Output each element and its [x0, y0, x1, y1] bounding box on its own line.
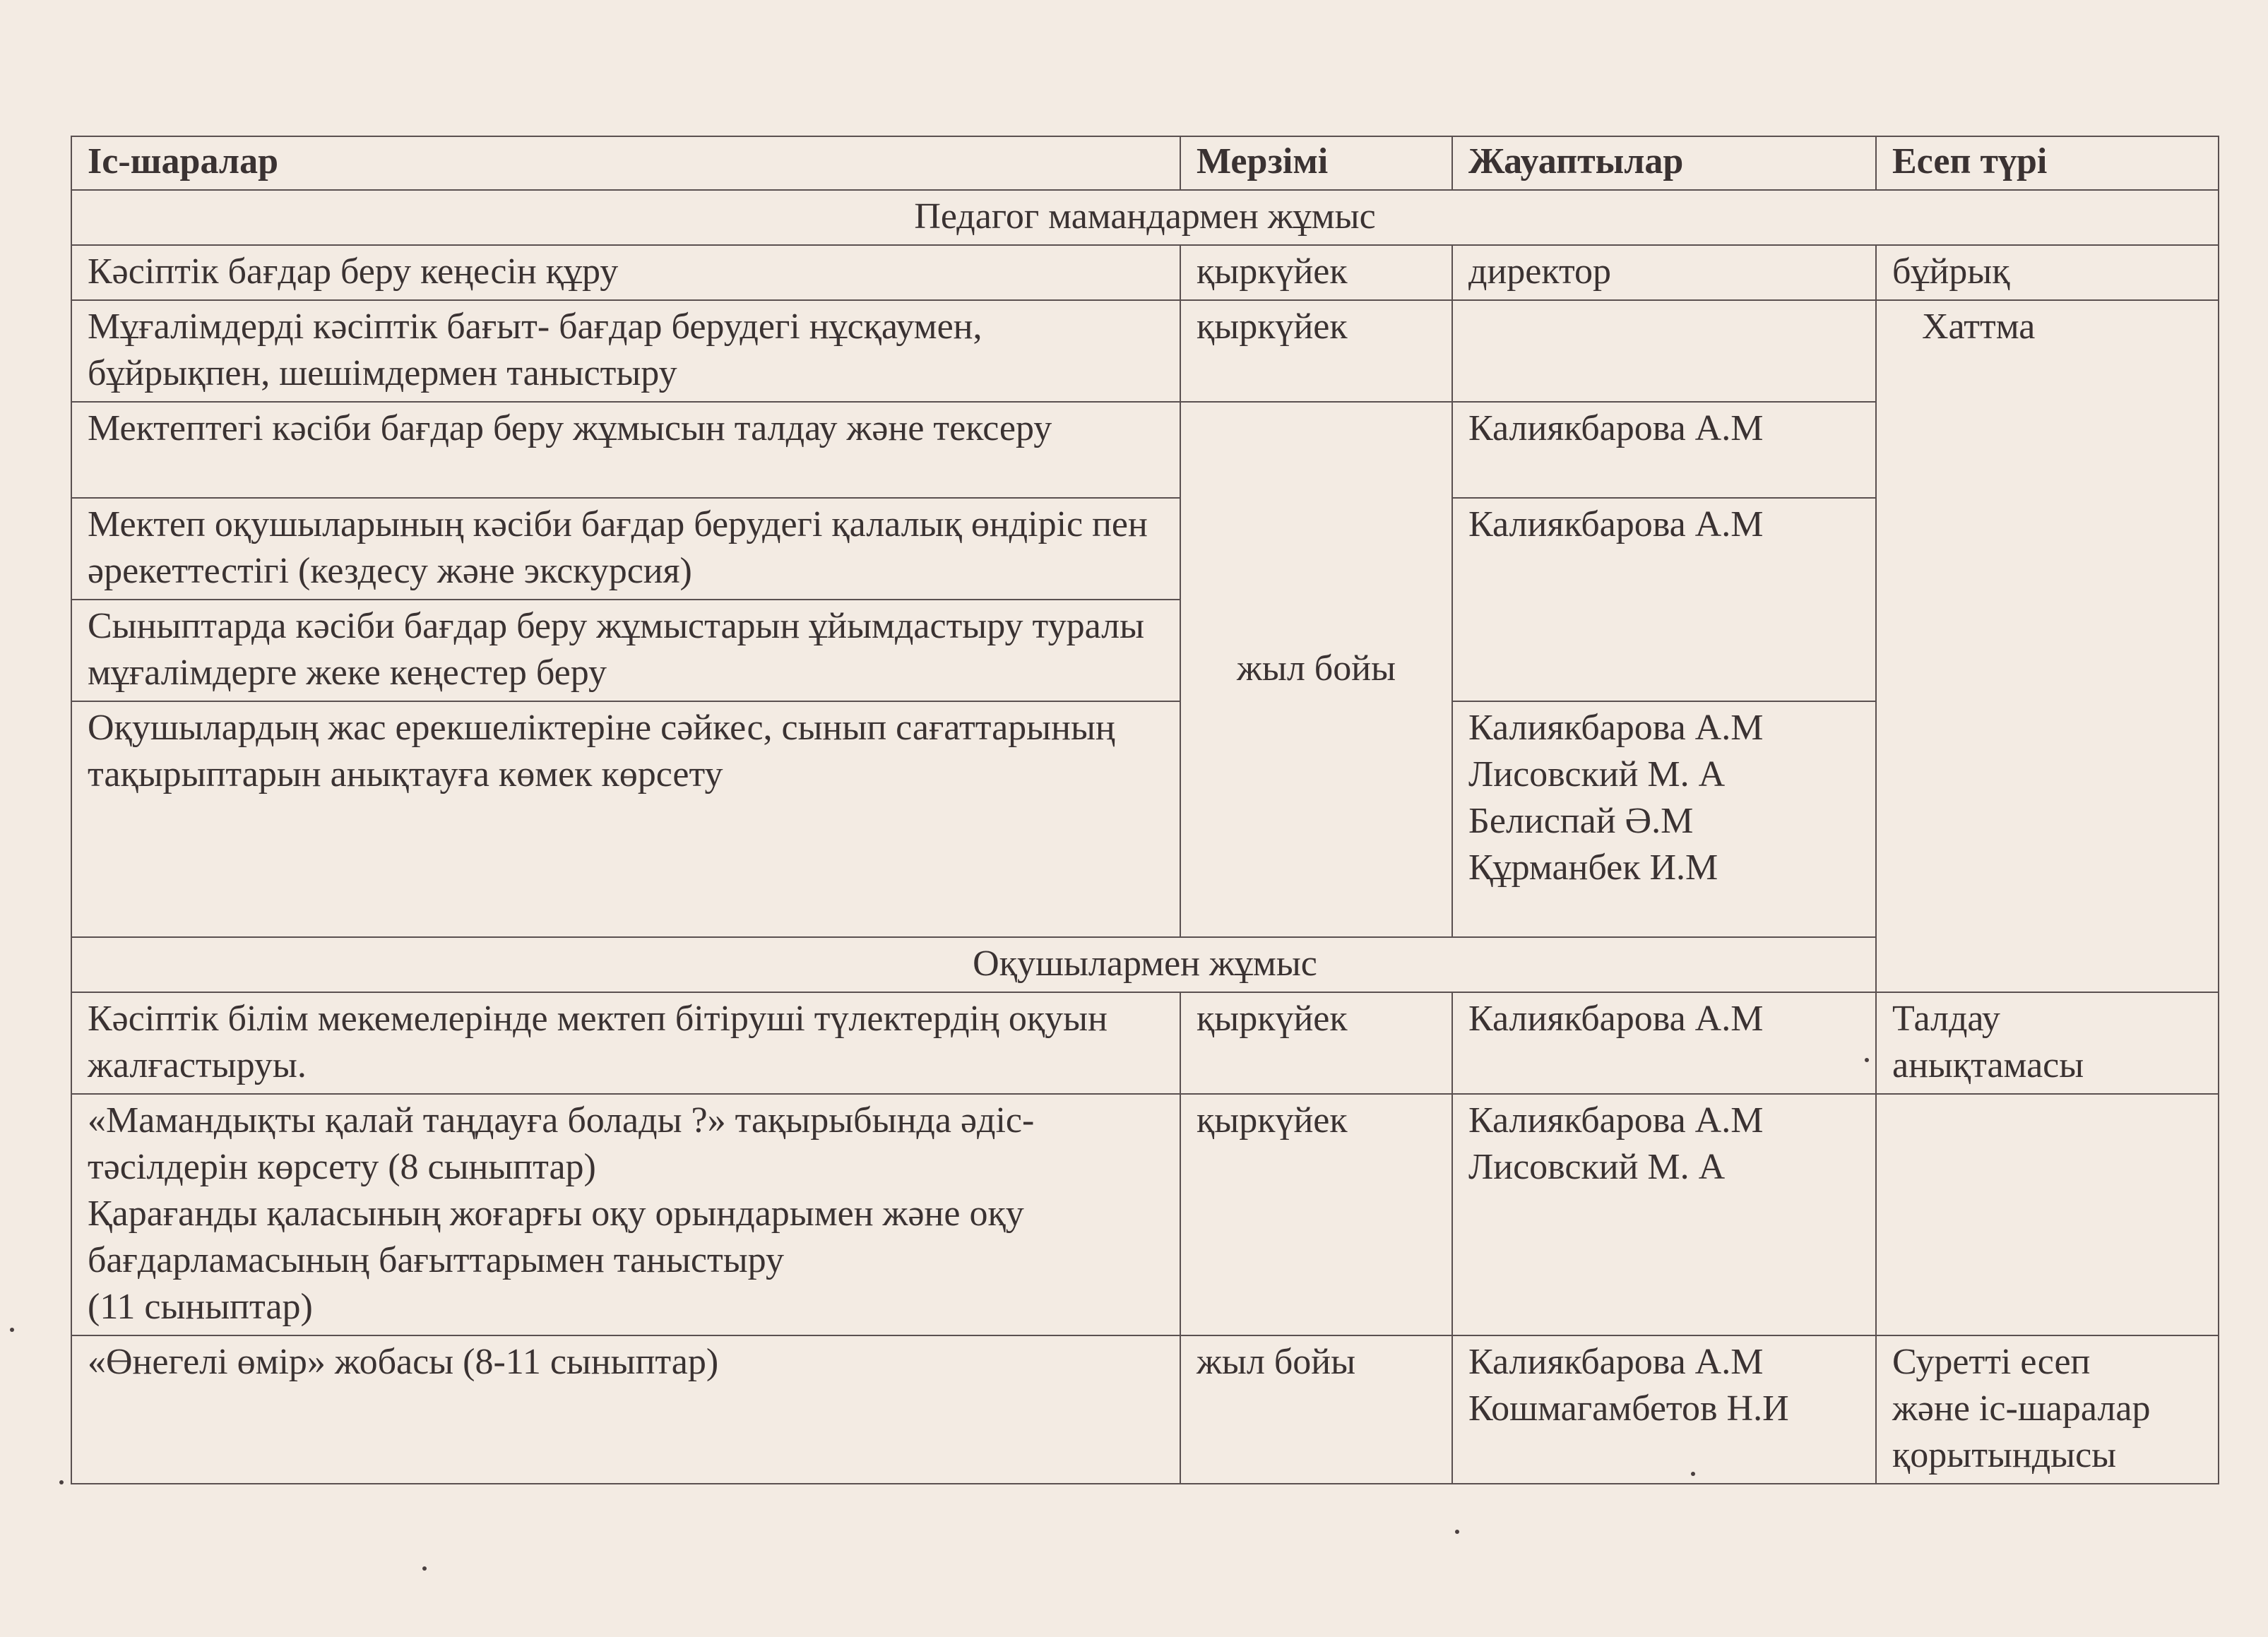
report-cell: Хаттма	[1876, 300, 2219, 992]
activity-cell: Мектептегі кәсіби бағдар беру жұмысын талдау және тексеру	[71, 402, 1180, 498]
activity-cell: Мұғалімдерді кәсіптік бағыт- бағдар берудегі нұсқаумен, бұйрықпен, шешімдермен таныстыру	[71, 300, 1180, 402]
deadline-cell: қыркүйек	[1180, 300, 1452, 402]
scan-speck	[10, 1328, 14, 1332]
scan-speck	[1455, 1530, 1459, 1534]
activity-cell: Кәсіптік білім мекемелерінде мектеп бітіруші түлектердің оқуын жалғастыруы.	[71, 992, 1180, 1094]
section-row	[71, 937, 2219, 992]
responsible-cell	[1452, 300, 1876, 402]
table-row	[71, 300, 2219, 402]
scan-speck	[59, 1480, 64, 1484]
deadline-cell: жыл бойы	[1180, 402, 1452, 937]
scan-speck	[1691, 1472, 1695, 1476]
report-cell	[1876, 1094, 2219, 1335]
activity-cell: «Өнегелі өмір» жобасы (8-11 сыныптар)	[71, 1335, 1180, 1484]
work-plan-table	[71, 136, 2219, 1484]
report-cell: Суретті есеп және іс-шаралар қорытындысы	[1876, 1335, 2219, 1484]
responsible-cell: директор	[1452, 245, 1876, 300]
deadline-cell: жыл бойы	[1180, 1335, 1452, 1484]
section-title-students: Оқушылармен жұмыс	[71, 937, 2219, 992]
responsible-cell: Калиякбарова А.М Лисовский М. А Белиспай Ә.М Құрманбек И.М	[1452, 701, 1876, 937]
header-deadline: Мерзімі	[1180, 136, 1452, 190]
responsible-cell: Калиякбарова А.М	[1452, 402, 1876, 498]
scan-speck	[422, 1566, 427, 1571]
table-row	[71, 245, 2219, 300]
header-report-type: Есеп түрі	[1876, 136, 2219, 190]
deadline-cell: қыркүйек	[1180, 1094, 1452, 1335]
table-row	[71, 1094, 2219, 1335]
report-cell: Талдау анықтамасы	[1876, 992, 2219, 1094]
scan-speck	[1865, 1058, 1869, 1062]
table-row	[71, 1335, 2219, 1484]
responsible-cell: Калиякбарова А.М Кошмагамбетов Н.И	[1452, 1335, 1876, 1484]
responsible-cell: Калиякбарова А.М	[1452, 992, 1876, 1094]
section-row	[71, 190, 2219, 245]
report-cell: бұйрық	[1876, 245, 2219, 300]
header-activities: Іс-шаралар	[71, 136, 1180, 190]
responsible-cell: Калиякбарова А.М Лисовский М. А	[1452, 1094, 1876, 1335]
activity-cell: Оқушылардың жас ерекшеліктеріне сәйкес, сынып сағаттарының тақырыптарын анықтауға көмек көрсету	[71, 701, 1180, 937]
responsible-cell: Калиякбарова А.М	[1452, 498, 1876, 701]
table-row	[71, 992, 2219, 1094]
header-responsible: Жауаптылар	[1452, 136, 1876, 190]
activity-cell: Мектеп оқушыларының кәсіби бағдар берудегі қалалық өндіріс пен әрекеттестігі (кездесу және экскурсия)	[71, 498, 1180, 600]
deadline-cell: қыркүйек	[1180, 992, 1452, 1094]
activity-cell: «Мамандықты қалай таңдауға болады ?» тақырыбында әдіс-тәсілдерін көрсету (8 сыныптар) Қарағанды қаласының жоғарғы оқу орындарымен және оқу бағдарламасының бағыттарымен таныстыру (11 сыныптар)	[71, 1094, 1180, 1335]
header-row	[71, 136, 2219, 190]
activity-cell: Кәсіптік бағдар беру кеңесін құру	[71, 245, 1180, 300]
section-title-teachers: Педагог мамандармен жұмыс	[71, 190, 2219, 245]
activity-cell: Сыныптарда кәсіби бағдар беру жұмыстарын ұйымдастыру туралы мұғалімдерге жеке кеңестер беру	[71, 600, 1180, 701]
deadline-cell: қыркүйек	[1180, 245, 1452, 300]
